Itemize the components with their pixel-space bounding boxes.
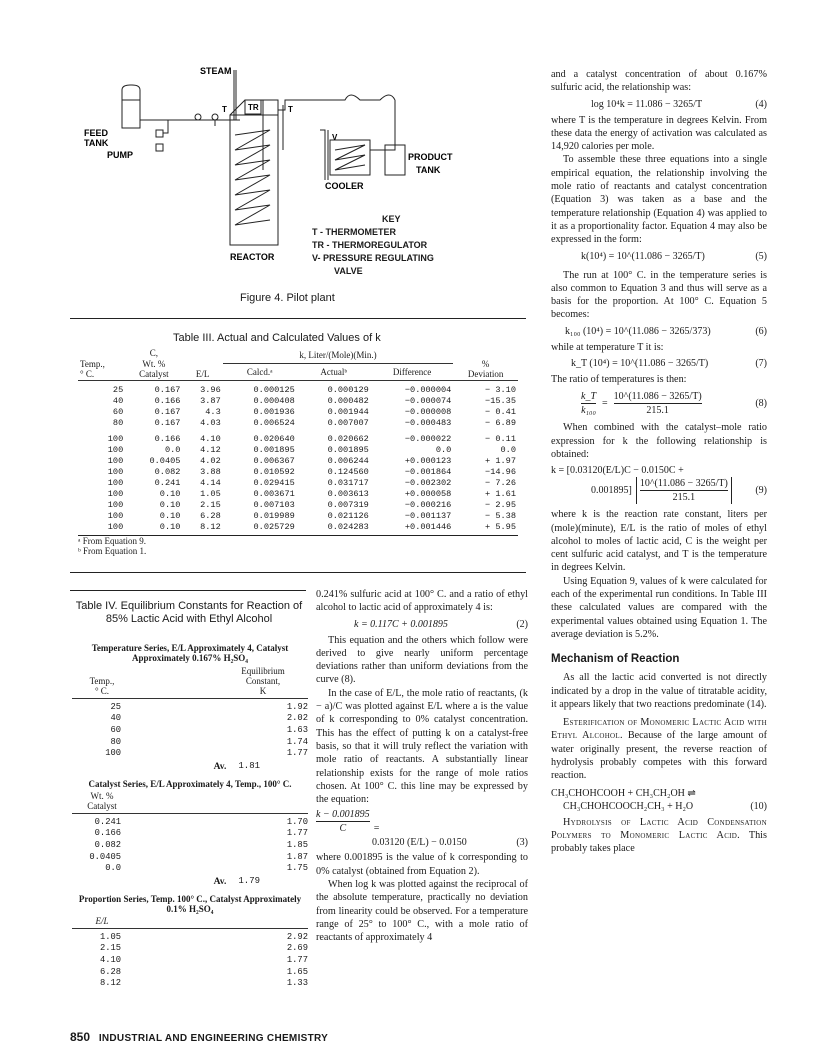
table-cell: +0.001446 — [404, 522, 452, 532]
t4-sec2-av-label: Av. — [213, 876, 227, 887]
right-p9: Using Equation 9, values of k were calculated for each of the experimental run conditions. In Table III these calculated values are compared with the experimental values obtained using Equation 1. The average deviation is 5.2%. — [551, 575, 767, 640]
right-p10: As all the lactic acid converted is not directly indicated by a drop in the value of titratable acidity, it appears likely that two reactions predominate (14). — [551, 672, 767, 710]
table-cell: 0.007103 — [253, 500, 295, 510]
table-cell: 4.10 — [99, 954, 122, 965]
right-p4: The run at 100° C. in the temperature series is also common to Equation 3 and thus will serve as a basis for the proportion. At 100° C. Equation 5 becomes: — [551, 269, 767, 321]
eq3-rhs: 0.03120 (E/L) − 0.0150 — [372, 837, 467, 849]
section-heading: Mechanism of Reaction — [551, 653, 680, 666]
key-item: TR - THERMOREGULATOR — [312, 240, 428, 250]
table-cell: 0.019989 — [253, 511, 295, 521]
mid-p3: In the case of E/L, the mole ratio of reactants, (k − a)/C was plotted against E/L where a is the value of k corresponding to 0% catalyst concentration. This has the effect of putting k on a catalyst-free basis, so that it will truly reflect the variation with mole ratio of reactants. A substantially linear relationship exists for the range of mole ratios chosen. At 100° C. this line may be expressed by the equation: — [316, 687, 528, 806]
table3 — [78, 348, 518, 556]
t3-head-k-group: k, Liter/(Mole)(Min.) — [223, 348, 454, 364]
eq8-top: k_T — [581, 391, 596, 403]
table-cell: + 5.95 — [485, 522, 516, 532]
table-cell: 1.05 — [200, 489, 221, 499]
table-cell: −0.001864 — [404, 467, 452, 477]
table-cell: 1.63 — [286, 724, 308, 735]
table-cell: 40 — [110, 713, 122, 724]
table-cell: −0.000022 — [404, 434, 452, 444]
table-cell: +0.000123 — [404, 456, 452, 466]
eq10-line1: CH₃CHOHCOOH + CH₃CH₂OH ⇌ — [551, 787, 696, 799]
table-cell: 0.001936 — [253, 407, 295, 417]
table-cell: 0.082 — [154, 467, 181, 477]
table-cell: 100 — [105, 748, 122, 759]
table-cell: 0.003671 — [253, 489, 295, 499]
table-cell: 0.001895 — [327, 445, 369, 455]
table-row — [72, 977, 308, 989]
table-cell: 2.02 — [286, 713, 308, 724]
eq9-rtop: 10^(11.086 − 3265/T) — [639, 478, 728, 490]
table-cell: 3.96 — [200, 385, 221, 395]
table-row — [72, 736, 308, 748]
table-cell: 0.10 — [159, 511, 181, 521]
table-row — [78, 467, 518, 478]
table-row — [78, 385, 518, 396]
t3-head-dev: % Deviation — [467, 358, 504, 379]
table-cell: 0.0 — [164, 445, 181, 455]
table-row — [78, 445, 518, 456]
table-cell: 0.0 — [105, 863, 122, 874]
table-row — [78, 478, 518, 489]
table-cell: 0.124560 — [327, 467, 369, 477]
t4-sec1-av: 1.81 — [238, 760, 260, 771]
table-cell: −0.002302 — [404, 478, 452, 488]
right-p11: Esterification of Monomeric Lactic Acid with Ethyl Alcohol. Because of the large amount of water originally present, the reverse reaction of hydrolysis probably competes with this forward reaction. — [551, 717, 768, 782]
p12-head: Hydrolysis of Lactic Acid Condensation Polymers to Monomeric Lactic Acid. — [551, 816, 767, 841]
table-row — [72, 747, 308, 759]
mid-p2: This equation and the others which follow were derived to give nearly uniform percentage deviations rather than uniform deviations from the curve (8). — [316, 634, 528, 686]
label-pump: PUMP — [107, 150, 134, 160]
table-cell: 40 — [112, 396, 124, 406]
t4-sec1-title: Temperature Series, E/L Approximately 4, Catalyst Approximately 0.167% H₂SO₄ — [91, 643, 289, 663]
right-p7: When combined with the catalyst–mole ratio expression for k the following relationship is obtained: — [551, 422, 767, 460]
key-item: T - THERMOMETER — [312, 227, 396, 237]
table-cell: −0.000074 — [404, 396, 452, 406]
feed-tank-top — [122, 85, 140, 100]
eq5: k(10⁴) = 10^(11.086 − 3265/T) — [581, 250, 705, 262]
table-cell: 1.65 — [286, 966, 308, 977]
table-cell: 4.10 — [200, 434, 221, 444]
label-cooler: COOLER — [325, 181, 364, 191]
table-cell: 0.082 — [94, 839, 122, 850]
table-cell: 0.167 — [154, 407, 181, 417]
label-steam: STEAM — [200, 66, 232, 76]
table-cell: − 0.11 — [485, 434, 516, 444]
t4-sec2-col1: Wt. % Catalyst — [87, 790, 117, 811]
figure-caption: Figure 4. Pilot plant — [240, 292, 335, 304]
t3-head-calcd: Calcd.ᵃ — [246, 366, 273, 377]
table-cell: 0.241 — [94, 816, 122, 827]
table-cell: − 2.95 — [485, 500, 516, 510]
t3-head-cat: C, Wt. % Catalyst — [139, 348, 169, 379]
table-row — [72, 816, 308, 828]
eq6-num: (6) — [755, 325, 767, 337]
table-row — [78, 500, 518, 511]
reactor-coil — [235, 130, 270, 225]
eq7: k_T (10⁴) = 10^(11.086 − 3265/T) — [571, 358, 709, 370]
table-cell: 1.85 — [286, 839, 308, 850]
table-cell: +0.000058 — [404, 489, 452, 499]
table-row — [78, 489, 518, 500]
table-cell: 25 — [110, 701, 122, 712]
table-cell: 0.003613 — [327, 489, 369, 499]
table-cell: −0.000216 — [404, 500, 452, 510]
table-cell: 8.12 — [200, 522, 221, 532]
eq10-num: (10) — [750, 800, 767, 812]
key-title: KEY — [382, 214, 401, 224]
key-item: VALVE — [334, 266, 363, 276]
label-reactor: REACTOR — [230, 252, 275, 262]
table4 — [72, 643, 308, 989]
table-cell: 100 — [107, 511, 124, 521]
table-cell: 0.024283 — [327, 522, 369, 532]
table-cell: 4.03 — [200, 418, 221, 428]
table-row — [72, 851, 308, 863]
table-cell: 100 — [107, 478, 124, 488]
table-cell: 0.006367 — [253, 456, 295, 466]
table-cell: 0.020662 — [327, 434, 369, 444]
table-row — [72, 966, 308, 978]
right-column — [551, 68, 767, 855]
table-cell: 0.167 — [154, 385, 181, 395]
page-footer — [70, 1030, 328, 1044]
table-cell: 3.88 — [200, 467, 221, 477]
t4-sec2-title: Catalyst Series, E/L Approximately 4, Temp., 100° C. — [88, 778, 292, 789]
middle-column — [316, 588, 528, 945]
t3-footnote: ᵇ From Equation 1. — [78, 545, 147, 556]
t4-sec1-col2: Equilibrium Constant, K — [241, 666, 285, 696]
right-p8: where k is the reaction rate constant, liters per (mole)(minute), E/L is the ratio of moles of ethyl alcohol to moles of lactic acid, C is the weight per cent sulfuric acid catalyst, and T is the temperature in degrees Kelvin. — [551, 509, 767, 574]
table-cell: + 1.61 — [485, 489, 516, 499]
eq9-rbot: 215.1 — [672, 492, 696, 504]
eq10-line2: CH₃CHOHCOOCH₂CH₃ + H₂O — [563, 800, 694, 812]
table-row — [72, 701, 308, 713]
t3-head-el: E/L — [195, 369, 210, 379]
right-p12: Hydrolysis of Lactic Acid Condensation Polymers to Monomeric Lactic Acid. This probably takes place — [551, 816, 767, 855]
table-cell: 1.75 — [286, 863, 308, 874]
table-cell: 4.02 — [200, 456, 221, 466]
eq6: k₁₀₀ (10⁴) = 10^(11.086 − 3265/373) — [565, 325, 711, 337]
table-cell: 1.92 — [286, 701, 308, 712]
eq9-line1: k = [0.03120(E/L)C − 0.0150C + — [551, 465, 684, 477]
t4-sec1-col1: Temp., ° C. — [89, 676, 115, 696]
table-cell: 80 — [112, 418, 124, 428]
table-cell: 6.28 — [200, 511, 221, 521]
table-cell: 0.0405 — [89, 851, 122, 862]
table-cell: − 5.38 — [485, 511, 516, 521]
table-cell: 0.001944 — [327, 407, 369, 417]
eq5-num: (5) — [755, 250, 767, 262]
table-cell: − 3.10 — [485, 385, 516, 395]
table-cell: − 6.89 — [485, 418, 516, 428]
table-cell: 1.87 — [286, 851, 308, 862]
table-cell: −0.000008 — [404, 407, 452, 417]
mid-p4: where 0.001895 is the value of k corresponding to 0% catalyst (obtained from Equation 2). — [316, 852, 528, 877]
right-p2: where T is the temperature in degrees Kelvin. From these data the energy of activation was calculated as 14,920 calories per mole. — [551, 114, 767, 153]
t3-footnote: ᵃ From Equation 9. — [78, 535, 146, 546]
table-cell: − 0.41 — [485, 407, 516, 417]
table-cell: 0.000482 — [327, 396, 369, 406]
eq8-num: (8) — [755, 398, 767, 410]
table-cell: 6.28 — [99, 966, 122, 977]
eq3-num: (3) — [516, 837, 528, 849]
table-cell: 0.001895 — [253, 445, 295, 455]
eq8-rtop: 10^(11.086 − 3265/T) — [613, 391, 702, 403]
table-cell: 0.166 — [94, 828, 122, 839]
table-cell: 1.77 — [286, 954, 308, 965]
table-cell: 0.000129 — [327, 385, 369, 395]
table-cell: 60 — [112, 407, 124, 417]
page-number: 850 — [70, 1030, 91, 1044]
label-tr: TR — [248, 103, 259, 112]
table-cell: 1.05 — [99, 931, 122, 942]
table-cell: 1.77 — [286, 748, 308, 759]
label-feed-tank: FEED TANK — [84, 128, 109, 148]
right-p1: and a catalyst concentration of about 0.167% sulfuric acid, the relationship was: — [551, 69, 767, 94]
table-cell: 2.15 — [99, 943, 122, 954]
table-cell: 0.167 — [154, 418, 181, 428]
table-cell: 0.025729 — [253, 522, 295, 532]
table-cell: 0.166 — [154, 434, 181, 444]
eq8-rbot: 215.1 — [646, 405, 669, 417]
table-cell: 1.33 — [286, 978, 308, 989]
figure-key — [312, 213, 434, 278]
feed-tank-body — [122, 100, 140, 128]
table-cell: 0.0 — [435, 445, 452, 455]
table-cell: 4.14 — [200, 478, 221, 488]
right-p5: while at temperature T it is: — [551, 341, 664, 353]
label-product-tank: PRODUCT TANK — [408, 152, 453, 175]
table-cell: 0.029415 — [253, 478, 295, 488]
table-cell: 0.10 — [159, 522, 181, 532]
eq9-num: (9) — [755, 485, 767, 497]
table-cell: 4.12 — [200, 445, 221, 455]
table-row — [72, 713, 308, 725]
table-cell: 100 — [107, 500, 124, 510]
eq3-eq: = — [373, 823, 380, 835]
eq4: log 10⁴k = 11.086 − 3265/T — [591, 98, 703, 110]
table-cell: 0.006524 — [253, 418, 295, 428]
table4-title: Table IV. Equilibrium Constants for Reaction of 85% Lactic Acid with Ethyl Alcohol — [75, 600, 303, 625]
table-cell: 1.77 — [286, 828, 308, 839]
t3-head-actual: Actualᵇ — [320, 366, 348, 377]
table-row — [72, 862, 308, 874]
table-cell: 1.70 — [286, 816, 308, 827]
table-cell: 8.12 — [99, 978, 122, 989]
table-row — [78, 456, 518, 467]
table-cell: 0.007007 — [327, 418, 369, 428]
t4-sec1-av-label: Av. — [213, 761, 227, 772]
table-row — [78, 407, 518, 418]
table-cell: 4.3 — [205, 407, 221, 417]
table-cell: 0.0405 — [149, 456, 181, 466]
table-cell: − 7.26 — [485, 478, 516, 488]
table-row — [72, 724, 308, 736]
table-cell: 0.006244 — [327, 456, 369, 466]
table-cell: 3.87 — [200, 396, 221, 406]
table-row — [78, 429, 518, 445]
table-row — [72, 943, 308, 955]
table-row — [78, 522, 518, 533]
table-cell: 60 — [110, 724, 122, 735]
journal-name: INDUSTRIAL AND ENGINEERING CHEMISTRY — [98, 1033, 329, 1044]
t3-head-diff: Difference — [392, 366, 432, 377]
table-cell: 80 — [110, 736, 122, 747]
t4-sec2-av: 1.79 — [238, 875, 260, 886]
table-row — [72, 828, 308, 840]
table-cell: 0.000408 — [253, 396, 295, 406]
table-cell: 0.10 — [159, 500, 181, 510]
t3-head-temp: Temp., ° C. — [80, 358, 105, 379]
table-cell: 0.0 — [500, 445, 516, 455]
eq7-num: (7) — [755, 358, 767, 370]
eq3-den: C — [339, 823, 347, 835]
label-t2: T — [288, 105, 293, 114]
table-cell: 100 — [107, 434, 124, 444]
table-cell: 2.69 — [286, 943, 308, 954]
table-cell: 0.031717 — [327, 478, 369, 488]
table-row — [72, 839, 308, 851]
table-cell: 0.166 — [154, 396, 181, 406]
table-cell: + 1.97 — [485, 456, 516, 466]
eq8-eq: = — [602, 398, 608, 410]
t4-sec3-title: Proportion Series, Temp. 100° C., Catalyst Approximately 0.1% H₂SO₄ — [78, 893, 302, 914]
table-cell: 0.020640 — [253, 434, 295, 444]
eq9-line2: 0.001895] — [591, 485, 632, 497]
label-t1: T — [222, 105, 227, 114]
table-cell: 100 — [107, 456, 124, 466]
eq2: k = 0.117C + 0.001895 — [354, 618, 448, 630]
right-p3: To assemble these three equations into a single empirical equation, the relationship involving the mole ratio of reactants and catalyst concentration (Equation 3) was taken as a base and the temperature relationship (Equation 4) was applied to it as a proportionality factor. Equation 4 may also be expressed in the form: — [551, 154, 767, 246]
table-cell: 0.010592 — [253, 467, 295, 477]
eq2-num: (2) — [516, 618, 528, 630]
table-cell: 0.021126 — [327, 511, 369, 521]
table-cell: 100 — [107, 522, 124, 532]
table-cell: −14.96 — [485, 467, 516, 477]
table-cell: 0.000125 — [253, 385, 295, 395]
label-v: V — [332, 133, 338, 142]
table-cell: 0.241 — [154, 478, 181, 488]
table-row — [72, 954, 308, 966]
table-cell: 2.92 — [286, 931, 308, 942]
p11-head: Esterification of Monomeric Lactic Acid with Ethyl Alcohol. — [551, 717, 767, 742]
table-row — [78, 511, 518, 522]
pilot-plant-figure — [80, 60, 540, 310]
table-cell: −0.000004 — [404, 385, 452, 395]
mid-p1: 0.241% sulfuric acid at 100° C. and a ratio of ethyl alcohol to lactic acid of approximately 4 is: — [316, 589, 528, 614]
table-cell: 0.10 — [159, 489, 181, 499]
table-cell: 1.74 — [286, 736, 308, 747]
table-row — [78, 418, 518, 429]
table-cell: 100 — [107, 445, 124, 455]
table-cell: 2.15 — [200, 500, 221, 510]
table-cell: 0.007319 — [327, 500, 369, 510]
table-cell: 100 — [107, 489, 124, 499]
pilot-plant-diagram — [80, 60, 540, 310]
mid-p5: When log k was plotted against the reciprocal of the absolute temperature, practically no deviation from linearity could be observed. For a temperature range of 25° to 100° C., with a mole ratio of reactants of approximately 4 — [316, 879, 528, 944]
table-row — [72, 931, 308, 943]
table-cell: −0.000483 — [404, 418, 452, 428]
key-item: V- PRESSURE REGULATING — [312, 253, 434, 263]
table3-title: Table III. Actual and Calculated Values of k — [173, 332, 381, 344]
table-cell: −0.001137 — [404, 511, 452, 521]
table-cell: 25 — [112, 385, 124, 395]
eq3-num-top: k − 0.001895 — [316, 809, 370, 821]
right-p6: The ratio of temperatures is then: — [551, 374, 687, 386]
eq4-num: (4) — [755, 98, 767, 110]
t4-sec3-col1: E/L — [95, 915, 109, 926]
eq8-bot: k₁₀₀ — [581, 405, 596, 417]
table-cell: −15.35 — [485, 396, 516, 406]
table-cell: 100 — [107, 467, 124, 477]
table-row — [78, 396, 518, 407]
